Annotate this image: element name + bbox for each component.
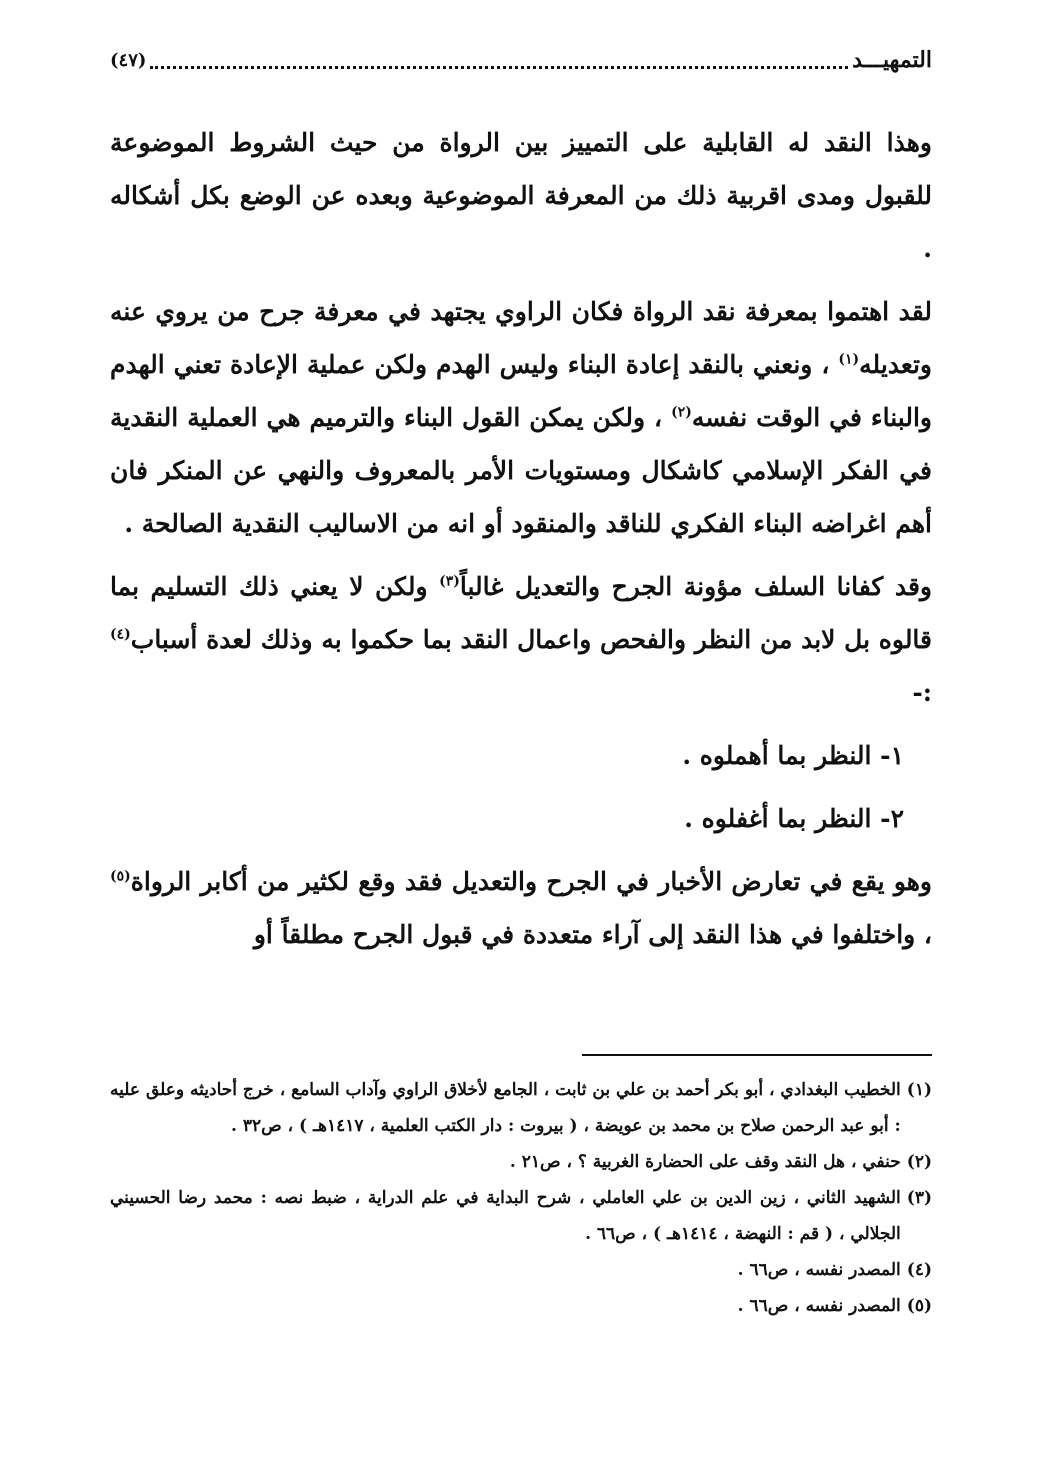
chapter-title: التمهيـــد	[852, 47, 932, 73]
paragraph-2-part-b: ، ونعني بالنقد إعادة البناء وليس الهدم ولكن عملية الإعادة تعني الهدم والبناء في الوقت نفسه	[110, 350, 932, 432]
paragraph-1: وهذا النقد له القابلية على التمييز بين الرواة من حيث الشروط الموضوعة للقبول ومدى اقربية ذلك من المعرفة الموضوعية وبعده عن الوضع بكل أشكاله .	[110, 128, 932, 263]
footnote-5	[110, 1288, 932, 1324]
paragraph-2	[110, 285, 932, 550]
footnote-text: المصدر نفسه ، ص٦٦ .	[737, 1260, 901, 1280]
header-leader-dots	[150, 52, 848, 69]
paragraph-3-part-b: ولكن لا يعني ذلك التسليم بما قالوه بل لابد من النظر والفحص واعمال النقد بما حكموا به وذلك لعدة أسباب	[110, 572, 932, 654]
footnote-number: (٤)	[906, 1260, 932, 1280]
list-item-2: ٢- النظر بما أغفلوه .	[684, 804, 904, 833]
paragraph-4-part-b: ، واختلفوا في هذا النقد إلى آراء متعددة في قبول الجرح مطلقاً أو	[253, 920, 932, 949]
footnote-separator	[582, 1054, 932, 1056]
paragraph-4	[110, 855, 932, 961]
footnote-number: (١)	[906, 1080, 932, 1100]
footnote-text: الشهيد الثاني ، زين الدين بن علي العاملي ، شرح البداية في علم الدراية ، ضبط نصه : محمد رضا الحسيني الجلالي ، ( قم : النهضة ، ١٤١٤هـ ) ، ص٦٦ .	[110, 1188, 901, 1244]
paragraph-2-part-a: لقد اهتموا بمعرفة نقد الرواة فكان الراوي يجتهد في معرفة جرح من يروي عنه وتعديله	[110, 297, 932, 379]
paragraph-2-part-c: ، ولكن يمكن القول البناء والترميم هي العملية النقدية في الفكر الإسلامي كاشكال ومستويات الأمر بالمعروف والنهي عن المنكر فان أهم اغراضه البناء الفكري للناقد والمنقود أو انه من الاساليب النقدية الصالحة .	[110, 403, 932, 538]
running-header	[110, 46, 932, 74]
footnote-number: (٥)	[906, 1296, 932, 1316]
footnote-4	[110, 1252, 932, 1288]
paragraph-3	[110, 560, 932, 719]
footnote-text: المصدر نفسه ، ص٦٦ .	[737, 1296, 901, 1316]
footnote-number: (٣)	[906, 1188, 932, 1208]
footnote-1	[110, 1072, 932, 1144]
paragraph-3-part-a: وقد كفانا السلف مؤونة الجرح والتعديل غالباً	[459, 572, 932, 601]
footnote-ref-5[interactable]: (٥)	[110, 868, 131, 885]
footnote-text: حنفي ، هل النقد وقف على الحضارة الغربية ؟ ، ص٢١ .	[509, 1152, 901, 1172]
document-page	[110, 30, 932, 1450]
page-number: (٤٧)	[110, 49, 147, 71]
footnote-3	[110, 1180, 932, 1252]
main-text	[110, 116, 932, 971]
footnote-text: الخطيب البغدادي ، أبو بكر أحمد بن علي بن ثابت ، الجامع لأخلاق الراوي وآداب السامع ، خرج أحاديثه وعلق عليه : أبو عبد الرحمن صلاح بن محمد بن عويضة ، ( بيروت : دار الكتب العلمية ، ١٤١٧هـ ) ، ص٣٢ .	[110, 1080, 901, 1136]
footnote-number: (٢)	[906, 1152, 932, 1172]
footnote-ref-3[interactable]: (٣)	[439, 573, 460, 590]
footnote-ref-2[interactable]: (٢)	[671, 404, 692, 421]
footnotes	[110, 1072, 932, 1324]
footnote-ref-4[interactable]: (٤)	[110, 626, 131, 643]
footnote-2	[110, 1144, 932, 1180]
footnote-ref-1[interactable]: (١)	[838, 351, 860, 368]
list-item-1: ١- النظر بما أهملوه .	[682, 741, 904, 770]
paragraph-3-part-c: :-	[912, 678, 932, 707]
paragraph-4-part-a: وهو يقع في تعارض الأخبار في الجرح والتعديل فقد وقع لكثير من أكابر الرواة	[130, 867, 932, 896]
